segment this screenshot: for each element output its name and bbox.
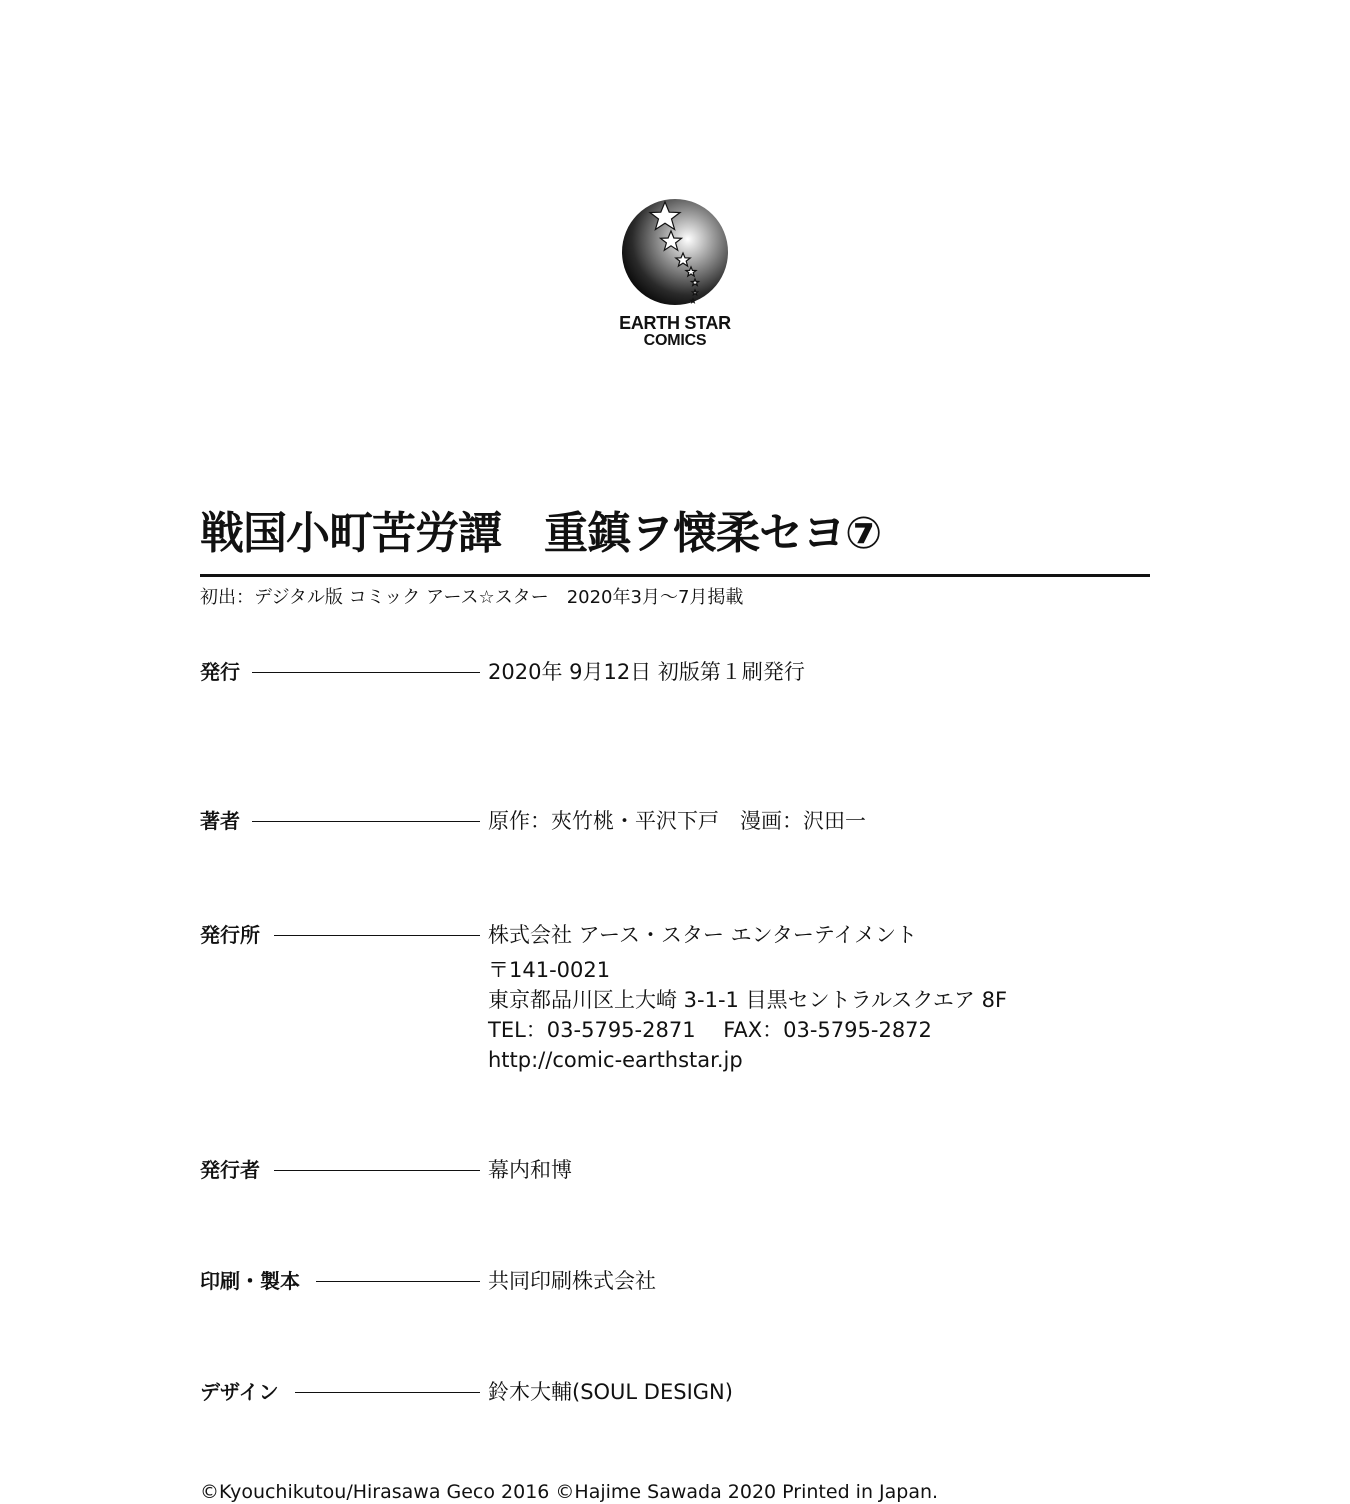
colophon-row-design	[200, 1380, 1100, 1404]
publisher-phone-fax: TEL：03-5795-2871 FAX：03-5795-2872	[488, 1018, 932, 1042]
colophon-row-issuer	[200, 1158, 1100, 1182]
logo-text-line2: COMICS	[643, 332, 707, 349]
title-underline	[200, 574, 1150, 577]
globe-stars-icon	[605, 195, 745, 313]
colophon-label: 発行者	[200, 1158, 260, 1182]
colophon-value: 2020年 9月12日 初版第１刷発行	[488, 660, 805, 684]
leader-line	[252, 821, 480, 822]
colophon-label: 印刷・製本	[200, 1269, 300, 1293]
publisher-url[interactable]: http://comic-earthstar.jp	[488, 1048, 743, 1072]
copyright-notice: ©Kyouchikutou/Hirasawa Geco 2016 ©Hajime Sawada 2020 Printed in Japan.	[200, 1481, 939, 1503]
colophon-value: 原作：夾竹桃・平沢下戸 漫画：沢田一	[488, 809, 866, 833]
earth-star-comics-logo	[605, 195, 745, 355]
colophon-row-publisher	[200, 923, 1100, 947]
first-publication-note: 初出：デジタル版 コミック アース☆スター 2020年3月～7月掲載	[200, 587, 744, 608]
colophon-label: 著者	[200, 809, 240, 833]
colophon-row-publication-date	[200, 660, 1100, 684]
colophon-value: 共同印刷株式会社	[488, 1269, 656, 1293]
colophon-label: 発行所	[200, 923, 260, 947]
book-title: 戦国小町苦労譚 重鎮ヲ懐柔セヨ⑦	[200, 508, 882, 559]
leader-line	[295, 1392, 480, 1393]
publisher-street-address: 東京都品川区上大崎 3-1-1 目黒セントラルスクエア 8F	[488, 988, 1008, 1012]
colophon-row-printing	[200, 1269, 1100, 1293]
colophon-value: 鈴木大輔(SOUL DESIGN)	[488, 1380, 733, 1404]
colophon-value: 株式会社 アース・スター エンターテイメント	[488, 923, 918, 947]
colophon-value: 幕内和博	[488, 1158, 572, 1182]
colophon-row-author	[200, 809, 1100, 833]
leader-line	[274, 1170, 480, 1171]
leader-line	[274, 935, 480, 936]
publisher-postal-code: 〒141-0021	[488, 958, 611, 982]
colophon-label: デザイン	[200, 1380, 279, 1404]
leader-line	[316, 1281, 480, 1282]
leader-line	[252, 672, 480, 673]
logo-text-line1: EARTH STAR	[619, 313, 731, 333]
colophon-label: 発行	[200, 660, 240, 684]
